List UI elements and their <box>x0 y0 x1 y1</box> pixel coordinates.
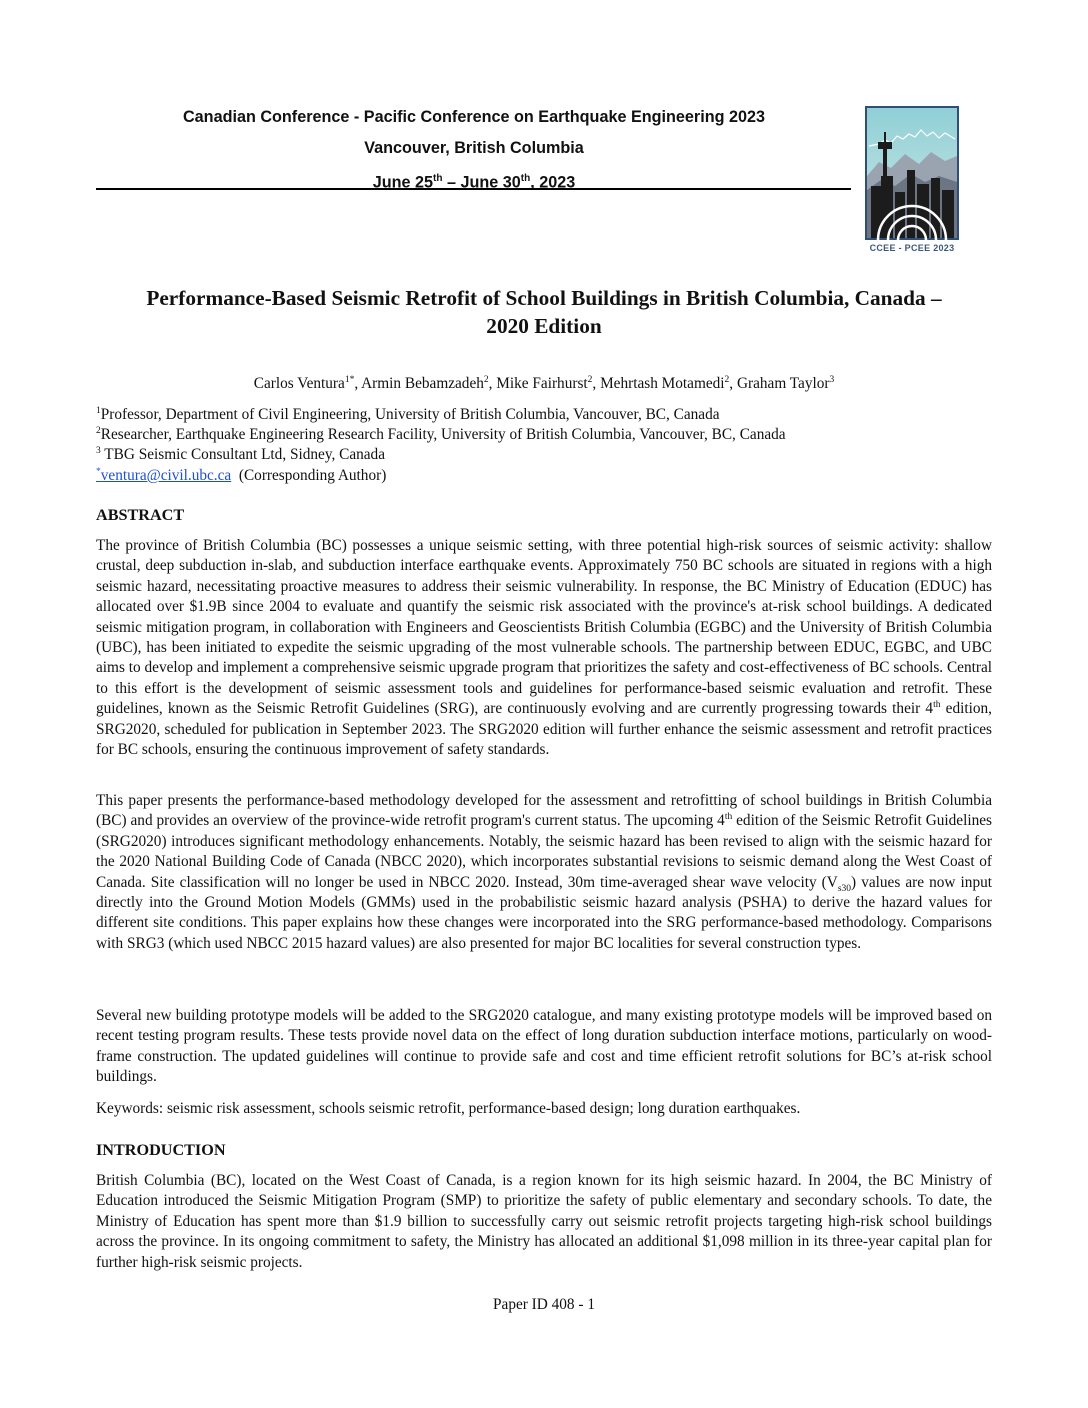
abstract-paragraph-2: This paper presents the performance-based methodology developed for the assessment and retrofitting of school buildings in British Columbia (BC) and provides an overview of the province-wide retrofit program's current status. The upcoming 4th edition of the Seismic Retrofit Guidelines (SRG2020) introduces significant methodology enhancements. Notably, the seismic hazard has been revised to align with the seismic hazard for the 2020 National Building Code of Canada (NBCC 2020), which incorporates substantial revisions to seismic demand along the West Coast of Canada. Site classification will no longer be used in NBCC 2020. Instead, 30m time-averaged shear wave velocity $(V_{s30})$ values are now input directly into the Ground Motion Models (GMMs) used in the probabilistic seismic hazard analysis (PSHA) to derive the hazard values for different site conditions. This paper explains how these changes were incorporated into the SRG performance-based methodology. Comparisons with SRG3 (which used NBCC 2015 hazard values) are also presented for major BC localities for several construction types. <box>96 792 992 952</box>
conference-dates: June 25th – June 30th, 2023 <box>372 173 576 192</box>
author-list: Carlos Ventura$^{1*}$, Armin Bebamzadeh$^2$, Mike Fairhurst$^2$, Mehrtash Motamedi$^2$, Graham Taylor$^3$ <box>253 375 835 393</box>
affiliation-1: $^1$Professor, Department of Civil Engineering, University of British Columbia, Vancouver, BC, Canada <box>96 406 720 424</box>
conference-logo <box>865 106 959 262</box>
paper-title: Performance-Based Seismic Retrofit of School Buildings in British Columbia, Canada – 2020 Edition <box>146 286 942 338</box>
abstract-heading: ABSTRACT <box>96 506 185 524</box>
vancouver-skyline-icon <box>865 106 959 240</box>
author: Graham Taylor <box>736 375 830 393</box>
introduction-paragraph-1: British Columbia (BC), located on the West Coast of Canada, is a region known for its high seismic hazard. In 2004, the BC Ministry of Education introduced the Seismic Mitigation Program (SMP) to prioritize the safety of public elementary and secondary schools. To date, the Ministry of Education has spent more than $1.9 billion to successfully carry out seismic retrofit projects targeting high-risk school buildings across the province. In its ongoing commitment to safety, the Ministry has allocated an additional $1,098 million in its three-year capital plan for further high-risk seismic projects. <box>96 1172 992 1271</box>
conference-header <box>96 103 852 192</box>
header-divider <box>96 188 851 190</box>
affiliation-2: $^2$Researcher, Earthquake Engineering Research Facility, University of British Columbia, Vancouver, BC, Canada <box>96 426 786 444</box>
abstract-paragraph-3: Several new building prototype models will be added to the SRG2020 catalogue, and many existing prototype models will be improved based on recent testing program results. These tests provide novel data on the effect of long duration subduction interface motions, particularly on wood-frame construction. The updated guidelines will continue to provide safe and cost and time efficient retrofit solutions for BC’s at-risk school buildings. <box>96 1007 992 1086</box>
affiliation-3: $^3$ TBG Seismic Consultant Ltd, Sidney, Canada <box>96 446 385 464</box>
conference-location: Vancouver, British Columbia <box>364 139 584 157</box>
author: Carlos Ventura <box>253 375 345 393</box>
abstract-paragraph-1: The province of British Columbia (BC) possesses a unique seismic setting, with three potential high-risk sources of seismic activity: shallow crustal, deep subduction in-slab, and subduction interface earthquake events. Approximately 750 BC schools are situated in regions with a high seismic hazard, necessitating proactive measures to address their seismic vulnerability. In response, the BC Ministry of Education (EDUC) has allocated over $1.9B since 2004 to evaluate and quantify the seismic risk associated with the province's at-risk school buildings. A dedicated seismic mitigation program, in collaboration with Engineers and Geoscientists British Columbia (EGBC) and the University of British Columbia (UBC), has been initiated to expedite the seismic upgrading of the most vulnerable schools. The partnership between EDUC, EGBC, and UBC aims to develop and implement a comprehensive seismic upgrade program that prioritizes the safety and cost-effectiveness of BC schools. Central to this effort is the development of seismic assessment tools and guidelines for performance-based seismic evaluation and retrofit. These guidelines, known as the Seismic Retrofit Guidelines (SRG), are continuously evolving and are currently progressing towards their 4th edition, SRG2020, scheduled for publication in September 2023. The SRG2020 edition will further enhance the seismic assessment and retrofit practices for BC schools, ensuring the continuous improvement of safety standards. <box>96 537 992 759</box>
author: Mehrtash Motamedi <box>600 375 725 393</box>
corresponding-author: *ventura@civil.ubc.ca (Corresponding Author) <box>96 467 387 485</box>
conference-name: Canadian Conference - Pacific Conference on Earthquake Engineering 2023 <box>182 108 765 126</box>
logo-label: CCEE - PCEE 2023 <box>869 243 955 253</box>
keywords: Keywords: seismic risk assessment, schools seismic retrofit, performance-based design; long duration earthquakes. <box>96 1100 801 1117</box>
author: Mike Fairhurst <box>496 375 588 393</box>
author: Armin Bebamzadeh <box>361 375 484 393</box>
page-footer: Paper ID 408 - 1 <box>493 1296 595 1313</box>
email-link[interactable]: *ventura@civil.ubc.ca <box>96 467 232 485</box>
introduction-heading: INTRODUCTION <box>96 1141 226 1159</box>
